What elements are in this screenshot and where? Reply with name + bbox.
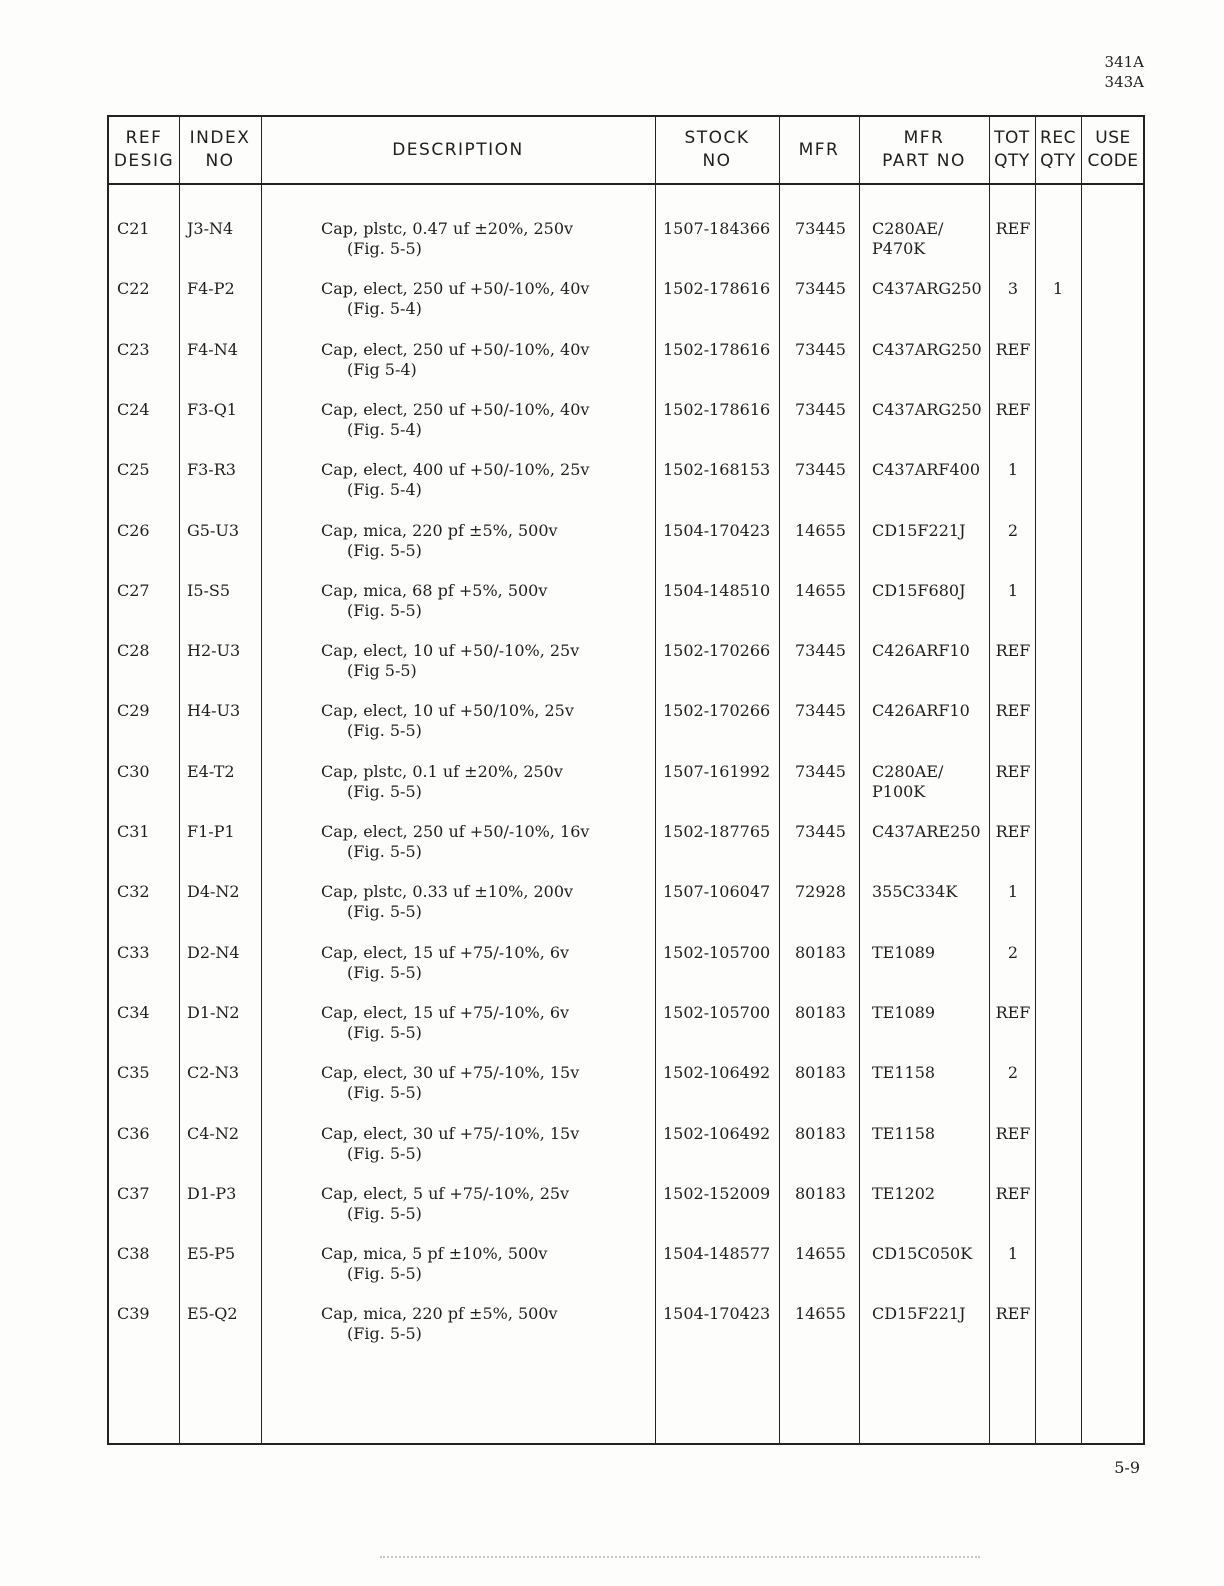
ref-desig-cell: C37 <box>117 1183 150 1203</box>
figure-reference: (Fig. 5-5) <box>347 600 422 620</box>
figure-reference: (Fig. 5-5) <box>347 781 422 801</box>
tot-qty-cell: 1 <box>1007 460 1019 480</box>
table-row <box>109 460 1143 520</box>
stock-no-cell: 1504-170423 <box>663 1304 771 1324</box>
tot-qty-cell: REF <box>995 761 1031 781</box>
mfr-part-no-line-1: C437ARG250 <box>872 339 982 359</box>
table-row <box>109 762 1143 822</box>
mfr-cell: 73445 <box>795 399 846 419</box>
mfr-part-no-cell <box>872 1124 935 1144</box>
page-number: 5-9 <box>1114 1458 1140 1477</box>
mfr-part-no-cell <box>872 279 982 299</box>
description-cell <box>321 279 589 319</box>
figure-reference: (Fig. 5-5) <box>347 1143 422 1163</box>
mfr-cell: 14655 <box>795 1304 846 1324</box>
ref-desig-cell: C23 <box>117 339 150 359</box>
description-cell <box>321 219 573 259</box>
model-number-line-2: 343A <box>1104 73 1144 91</box>
header-index-no: INDEX NO <box>189 128 251 171</box>
ref-desig-cell: C36 <box>117 1123 150 1143</box>
index-no-cell: J3-N4 <box>187 219 234 238</box>
description-cell <box>321 1063 579 1103</box>
tot-qty-cell: REF <box>995 641 1031 661</box>
table-row <box>109 641 1143 701</box>
mfr-cell: 73445 <box>795 219 846 238</box>
table-row <box>109 1244 1143 1304</box>
figure-reference: (Fig. 5-5) <box>347 902 422 922</box>
description-text: Cap, elect, 250 uf +50/-10%, 40v <box>321 279 590 299</box>
tot-qty-cell: 2 <box>1007 942 1019 962</box>
mfr-part-no-cell <box>872 1003 935 1023</box>
figure-reference: (Fig. 5-4) <box>347 419 422 439</box>
mfr-part-no-line-1: TE1089 <box>872 1002 936 1022</box>
ref-desig-cell: C35 <box>117 1063 150 1083</box>
mfr-part-no-cell <box>872 701 970 721</box>
mfr-part-no-line-1: CD15C050K <box>872 1244 973 1264</box>
tot-qty-cell: 2 <box>1007 1063 1019 1083</box>
stock-no-cell: 1502-178616 <box>663 339 771 359</box>
mfr-part-no-cell <box>872 581 965 601</box>
mfr-cell: 80183 <box>795 942 846 962</box>
tot-qty-cell: REF <box>995 701 1031 721</box>
tot-qty-cell: 1 <box>1007 580 1019 600</box>
stock-no-cell: 1507-106047 <box>663 882 771 902</box>
ref-desig-cell: C28 <box>117 641 150 661</box>
table-row <box>109 279 1143 339</box>
table-row <box>109 581 1143 641</box>
ref-desig-cell: C34 <box>117 1002 150 1022</box>
header-description: DESCRIPTION <box>392 139 524 160</box>
mfr-part-no-line-1: CD15F680J <box>872 580 966 600</box>
index-no-cell: D2-N4 <box>187 942 240 962</box>
stock-no-cell: 1504-170423 <box>663 520 771 540</box>
figure-reference: (Fig 5-4) <box>347 359 417 379</box>
mfr-cell: 72928 <box>795 882 846 902</box>
ref-desig-cell: C32 <box>117 882 150 902</box>
stock-no-cell: 1502-105700 <box>663 1002 771 1022</box>
ref-desig-cell: C22 <box>117 279 150 299</box>
figure-reference: (Fig. 5-4) <box>347 480 422 500</box>
table-row <box>109 822 1143 882</box>
mfr-cell: 80183 <box>795 1063 846 1083</box>
mfr-part-no-line-1: 355C334K <box>872 882 958 902</box>
index-no-cell: E5-P5 <box>187 1244 236 1264</box>
ref-desig-cell: C27 <box>117 580 150 600</box>
mfr-part-no-line-2: P100K <box>872 781 926 801</box>
mfr-part-no-line-1: C280AE/ <box>872 761 944 781</box>
mfr-part-no-line-1: TE1089 <box>872 942 936 962</box>
stock-no-cell: 1504-148510 <box>663 580 771 600</box>
ref-desig-cell: C31 <box>117 822 150 841</box>
stock-no-cell: 1504-148577 <box>663 1244 771 1264</box>
table-row <box>109 340 1143 400</box>
description-cell <box>321 641 579 681</box>
tot-qty-cell: REF <box>995 339 1031 359</box>
description-cell <box>321 460 589 500</box>
description-text: Cap, elect, 15 uf +75/-10%, 6v <box>321 1002 570 1022</box>
stock-no-cell: 1502-152009 <box>663 1183 771 1203</box>
figure-reference: (Fig. 5-5) <box>347 540 422 560</box>
table-row <box>109 701 1143 761</box>
description-cell <box>321 340 589 380</box>
index-no-cell: E5-Q2 <box>187 1304 238 1324</box>
index-no-cell: D4-N2 <box>187 882 240 902</box>
mfr-part-no-line-2: P470K <box>872 239 926 258</box>
description-cell <box>321 762 563 802</box>
description-text: Cap, plstc, 0.47 uf ±20%, 250v <box>321 219 574 238</box>
scan-artifact <box>380 1556 980 1560</box>
stock-no-cell: 1507-184366 <box>663 219 771 238</box>
index-no-cell: F3-R3 <box>187 460 236 480</box>
description-cell <box>321 943 569 983</box>
ref-desig-cell: C38 <box>117 1244 150 1264</box>
table-row <box>109 521 1143 581</box>
stock-no-cell: 1502-106492 <box>663 1063 771 1083</box>
mfr-part-no-cell <box>872 521 965 541</box>
ref-desig-cell: C30 <box>117 761 150 781</box>
mfr-part-no-cell <box>872 1184 935 1204</box>
mfr-cell: 73445 <box>795 701 846 721</box>
mfr-part-no-cell <box>872 762 943 802</box>
figure-reference: (Fig. 5-5) <box>347 842 422 861</box>
description-cell <box>321 701 574 741</box>
index-no-cell: F4-P2 <box>187 279 235 299</box>
header-rec-qty: REC QTY <box>1040 128 1076 171</box>
index-no-cell: C2-N3 <box>187 1063 240 1083</box>
ref-desig-cell: C39 <box>117 1304 150 1324</box>
table-row <box>109 400 1143 460</box>
index-no-cell: D1-P3 <box>187 1183 237 1203</box>
figure-reference: (Fig. 5-5) <box>347 1264 422 1284</box>
mfr-part-no-cell <box>872 400 982 420</box>
ref-desig-cell: C25 <box>117 460 150 480</box>
mfr-part-no-cell <box>872 1063 935 1083</box>
description-cell <box>321 882 573 922</box>
mfr-part-no-line-1: C437ARG250 <box>872 279 982 299</box>
description-cell <box>321 1304 558 1344</box>
mfr-cell: 14655 <box>795 580 846 600</box>
figure-reference: (Fig. 5-4) <box>347 299 422 319</box>
mfr-cell: 14655 <box>795 1244 846 1264</box>
mfr-cell: 73445 <box>795 761 846 781</box>
ref-desig-cell: C29 <box>117 701 150 721</box>
mfr-cell: 73445 <box>795 460 846 480</box>
description-cell <box>321 822 589 862</box>
stock-no-cell: 1502-178616 <box>663 279 771 299</box>
description-cell <box>321 521 558 561</box>
figure-reference: (Fig 5-5) <box>347 661 417 681</box>
figure-reference: (Fig. 5-5) <box>347 962 422 982</box>
mfr-cell: 14655 <box>795 520 846 540</box>
rec-qty-cell: 1 <box>1052 279 1064 299</box>
description-cell <box>321 1244 547 1284</box>
index-no-cell: I5-S5 <box>187 580 231 600</box>
description-text: Cap, elect, 15 uf +75/-10%, 6v <box>321 942 570 962</box>
mfr-part-no-line-1: C280AE/ <box>872 219 944 238</box>
table-row <box>109 1063 1143 1123</box>
mfr-part-no-cell <box>872 340 982 360</box>
mfr-part-no-line-1: TE1202 <box>872 1183 936 1203</box>
tot-qty-cell: REF <box>995 399 1031 419</box>
table-row <box>109 882 1143 942</box>
description-text: Cap, mica, 68 pf +5%, 500v <box>321 580 548 600</box>
tot-qty-cell: 2 <box>1007 520 1019 540</box>
mfr-cell: 73445 <box>795 279 846 299</box>
index-no-cell: C4-N2 <box>187 1123 240 1143</box>
header-mfr-part-no: MFR PART NO <box>882 128 966 171</box>
mfr-part-no-line-1: C437ARG250 <box>872 399 982 419</box>
description-text: Cap, plstc, 0.33 uf ±10%, 200v <box>321 882 574 902</box>
mfr-part-no-cell <box>872 943 935 963</box>
mfr-part-no-line-1: C426ARF10 <box>872 701 970 721</box>
mfr-part-no-cell <box>872 219 943 259</box>
stock-no-cell: 1502-170266 <box>663 641 771 661</box>
table-header <box>109 117 1143 185</box>
description-text: Cap, elect, 250 uf +50/-10%, 40v <box>321 399 590 419</box>
description-text: Cap, elect, 30 uf +75/-10%, 15v <box>321 1063 580 1083</box>
index-no-cell: E4-T2 <box>187 761 235 781</box>
mfr-cell: 80183 <box>795 1002 846 1022</box>
description-text: Cap, elect, 250 uf +50/-10%, 40v <box>321 339 590 359</box>
header-mfr: MFR <box>798 139 840 160</box>
tot-qty-cell: REF <box>995 1183 1031 1203</box>
tot-qty-cell: 3 <box>1007 279 1019 299</box>
description-cell <box>321 400 589 440</box>
description-cell <box>321 1124 579 1164</box>
parts-list-table <box>107 115 1145 1445</box>
mfr-cell: 73445 <box>795 339 846 359</box>
description-cell <box>321 1003 569 1043</box>
mfr-part-no-line-1: C437ARF400 <box>872 460 981 480</box>
table-row <box>109 219 1143 279</box>
ref-desig-cell: C33 <box>117 942 150 962</box>
stock-no-cell: 1502-170266 <box>663 701 771 721</box>
tot-qty-cell: 1 <box>1007 1244 1019 1264</box>
mfr-cell: 80183 <box>795 1123 846 1143</box>
index-no-cell: F4-N4 <box>187 339 238 359</box>
index-no-cell: H4-U3 <box>187 701 241 721</box>
description-text: Cap, mica, 5 pf ±10%, 500v <box>321 1244 548 1264</box>
index-no-cell: G5-U3 <box>187 520 240 540</box>
mfr-part-no-line-1: C437ARE250 <box>872 822 981 841</box>
description-text: Cap, elect, 5 uf +75/-10%, 25v <box>321 1183 570 1203</box>
stock-no-cell: 1502-187765 <box>663 822 771 841</box>
description-text: Cap, elect, 400 uf +50/-10%, 25v <box>321 460 590 480</box>
tot-qty-cell: REF <box>995 1002 1031 1022</box>
description-text: Cap, elect, 30 uf +75/-10%, 15v <box>321 1123 580 1143</box>
index-no-cell: H2-U3 <box>187 641 241 661</box>
description-cell <box>321 1184 569 1224</box>
mfr-part-no-cell <box>872 1304 965 1324</box>
figure-reference: (Fig. 5-5) <box>347 721 422 741</box>
description-text: Cap, plstc, 0.1 uf ±20%, 250v <box>321 761 563 781</box>
mfr-cell: 73445 <box>795 822 846 841</box>
stock-no-cell: 1502-168153 <box>663 460 771 480</box>
tot-qty-cell: 1 <box>1007 882 1019 902</box>
mfr-cell: 80183 <box>795 1183 846 1203</box>
mfr-part-no-line-1: CD15F221J <box>872 1304 966 1324</box>
mfr-cell: 73445 <box>795 641 846 661</box>
description-text: Cap, elect, 10 uf +50/10%, 25v <box>321 701 574 721</box>
table-row <box>109 1003 1143 1063</box>
table-body <box>109 185 1143 1443</box>
tot-qty-cell: REF <box>995 1123 1031 1143</box>
ref-desig-cell: C21 <box>117 219 150 238</box>
tot-qty-cell: REF <box>995 1304 1031 1324</box>
index-no-cell: D1-N2 <box>187 1002 240 1022</box>
header-ref-desig: REF DESIG <box>113 128 175 171</box>
table-row <box>109 1184 1143 1244</box>
index-no-cell: F1-P1 <box>187 822 235 841</box>
index-no-cell: F3-Q1 <box>187 399 237 419</box>
mfr-part-no-line-1: CD15F221J <box>872 520 966 540</box>
ref-desig-cell: C26 <box>117 520 150 540</box>
mfr-part-no-line-1: TE1158 <box>872 1063 936 1083</box>
mfr-part-no-line-1: TE1158 <box>872 1123 936 1143</box>
figure-reference: (Fig. 5-5) <box>347 1083 422 1103</box>
stock-no-cell: 1502-178616 <box>663 399 771 419</box>
mfr-part-no-cell <box>872 460 980 480</box>
table-row <box>109 1304 1143 1364</box>
figure-reference: (Fig. 5-5) <box>347 1203 422 1223</box>
stock-no-cell: 1502-105700 <box>663 942 771 962</box>
figure-reference: (Fig. 5-5) <box>347 1324 422 1344</box>
mfr-part-no-cell <box>872 882 957 902</box>
model-number <box>1105 52 1144 92</box>
description-text: Cap, mica, 220 pf ±5%, 500v <box>321 520 558 540</box>
figure-reference: (Fig. 5-5) <box>347 239 422 258</box>
mfr-part-no-cell <box>872 1244 972 1264</box>
stock-no-cell: 1507-161992 <box>663 761 771 781</box>
description-text: Cap, elect, 10 uf +50/-10%, 25v <box>321 641 580 661</box>
header-use-code: USE CODE <box>1087 128 1139 171</box>
figure-reference: (Fig. 5-5) <box>347 1022 422 1042</box>
mfr-part-no-cell <box>872 641 970 661</box>
mfr-part-no-cell <box>872 822 981 842</box>
description-text: Cap, elect, 250 uf +50/-10%, 16v <box>321 822 590 841</box>
header-tot-qty: TOT QTY <box>994 128 1030 171</box>
model-number-line-1: 341A <box>1104 53 1144 71</box>
tot-qty-cell: REF <box>995 219 1031 238</box>
table-row <box>109 943 1143 1003</box>
table-row <box>109 1124 1143 1184</box>
mfr-part-no-line-1: C426ARF10 <box>872 641 970 661</box>
description-cell <box>321 581 547 621</box>
stock-no-cell: 1502-106492 <box>663 1123 771 1143</box>
description-text: Cap, mica, 220 pf ±5%, 500v <box>321 1304 558 1324</box>
tot-qty-cell: REF <box>995 822 1031 841</box>
header-stock-no: STOCK NO <box>684 128 750 171</box>
ref-desig-cell: C24 <box>117 399 150 419</box>
